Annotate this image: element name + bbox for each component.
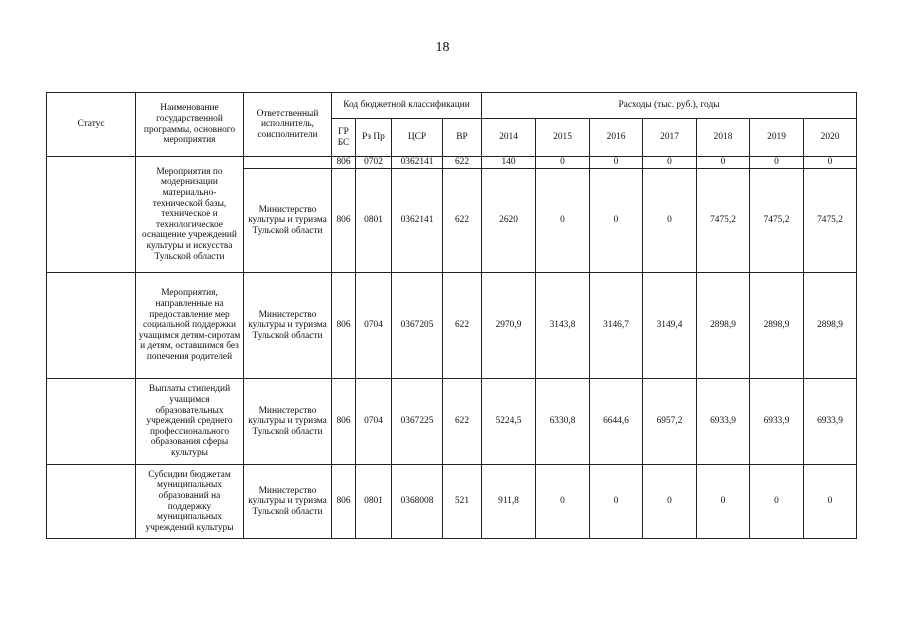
csr-cell: 0362141 — [392, 157, 443, 169]
vr-cell: 521 — [443, 465, 482, 539]
value-2020: 2898,9 — [804, 273, 857, 379]
value-2018: 7475,2 — [697, 169, 750, 273]
value-2015: 0 — [536, 465, 590, 539]
header-status: Статус — [47, 93, 136, 157]
executor-cell: Министерство культуры и туризма Тульской области — [244, 273, 332, 379]
csr-cell: 0368008 — [392, 465, 443, 539]
grbs-cell: 806 — [332, 157, 356, 169]
header-program-name: Наименование государственной программы, основного мероприятия — [136, 93, 244, 157]
header-year-2018: 2018 — [697, 119, 750, 157]
header-grbs: ГР БС — [332, 119, 356, 157]
header-executor: Ответственный исполнитель, соисполнители — [244, 93, 332, 157]
value-2019: 2898,9 — [750, 273, 804, 379]
vr-cell: 622 — [443, 273, 482, 379]
value-2018: 0 — [697, 157, 750, 169]
value-2017: 6957,2 — [643, 379, 697, 465]
table-row — [47, 157, 857, 169]
rzpr-cell: 0704 — [356, 379, 392, 465]
status-cell — [47, 157, 136, 273]
header-year-2014: 2014 — [482, 119, 536, 157]
rzpr-cell: 0801 — [356, 169, 392, 273]
value-2017: 0 — [643, 465, 697, 539]
value-2014: 911,8 — [482, 465, 536, 539]
value-2016: 0 — [590, 465, 643, 539]
csr-cell: 0367225 — [392, 379, 443, 465]
header-year-2016: 2016 — [590, 119, 643, 157]
value-2016: 0 — [590, 157, 643, 169]
header-rzpr: Рз Пр — [356, 119, 392, 157]
executor-cell — [244, 157, 332, 169]
value-2020: 0 — [804, 465, 857, 539]
value-2018: 2898,9 — [697, 273, 750, 379]
value-2014: 140 — [482, 157, 536, 169]
value-2019: 0 — [750, 465, 804, 539]
value-2014: 5224,5 — [482, 379, 536, 465]
csr-cell: 0362141 — [392, 169, 443, 273]
value-2015: 6330,8 — [536, 379, 590, 465]
header-year-2019: 2019 — [750, 119, 804, 157]
vr-cell: 622 — [443, 157, 482, 169]
value-2020: 0 — [804, 157, 857, 169]
csr-cell: 0367205 — [392, 273, 443, 379]
grbs-cell: 806 — [332, 465, 356, 539]
value-2015: 3143,8 — [536, 273, 590, 379]
rzpr-cell: 0704 — [356, 273, 392, 379]
program-name-cell: Мероприятия, направленные на предоставление мер социальной поддержки учащимся детям-сиротам и детям, оставшимся без попечения родителей — [136, 273, 244, 379]
value-2015: 0 — [536, 169, 590, 273]
header-year-2017: 2017 — [643, 119, 697, 157]
header-row-1 — [47, 93, 857, 119]
header-year-2015: 2015 — [536, 119, 590, 157]
value-2017: 3149,4 — [643, 273, 697, 379]
header-vr: ВР — [443, 119, 482, 157]
value-2016: 6644,6 — [590, 379, 643, 465]
value-2015: 0 — [536, 157, 590, 169]
vr-cell: 622 — [443, 379, 482, 465]
value-2017: 0 — [643, 169, 697, 273]
header-year-2020: 2020 — [804, 119, 857, 157]
grbs-cell: 806 — [332, 379, 356, 465]
table-row — [47, 379, 857, 465]
value-2019: 7475,2 — [750, 169, 804, 273]
program-name-cell: Мероприятия по модернизации материально-технической базы, техническое и технологическое оснащение учреждений культуры и искусства Тульской области — [136, 157, 244, 273]
status-cell — [47, 273, 136, 379]
status-cell — [47, 379, 136, 465]
value-2018: 0 — [697, 465, 750, 539]
grbs-cell: 806 — [332, 169, 356, 273]
value-2019: 0 — [750, 157, 804, 169]
value-2017: 0 — [643, 157, 697, 169]
header-csr: ЦСР — [392, 119, 443, 157]
value-2019: 6933,9 — [750, 379, 804, 465]
value-2020: 6933,9 — [804, 379, 857, 465]
executor-cell: Министерство культуры и туризма Тульской области — [244, 379, 332, 465]
rzpr-cell: 0801 — [356, 465, 392, 539]
value-2018: 6933,9 — [697, 379, 750, 465]
status-cell — [47, 465, 136, 539]
executor-cell: Министерство культуры и туризма Тульской области — [244, 465, 332, 539]
rzpr-cell: 0702 — [356, 157, 392, 169]
value-2020: 7475,2 — [804, 169, 857, 273]
page-number: 18 — [435, 40, 450, 55]
value-2016: 3146,7 — [590, 273, 643, 379]
table-row — [47, 465, 857, 539]
grbs-cell: 806 — [332, 273, 356, 379]
vr-cell: 622 — [443, 169, 482, 273]
header-expenses: Расходы (тыс. руб.), годы — [482, 93, 857, 119]
program-name-cell: Выплаты стипендий учащимся образовательных учреждений среднего профессионального образования сферы культуры — [136, 379, 244, 465]
budget-table — [46, 92, 857, 539]
header-budget-code: Код бюджетной классификации — [332, 93, 482, 119]
value-2014: 2620 — [482, 169, 536, 273]
executor-cell: Министерство культуры и туризма Тульской области — [244, 169, 332, 273]
value-2016: 0 — [590, 169, 643, 273]
program-name-cell: Субсидии бюджетам муниципальных образований на поддержку муниципальных учреждений культуры — [136, 465, 244, 539]
table-row — [47, 273, 857, 379]
value-2014: 2970,9 — [482, 273, 536, 379]
